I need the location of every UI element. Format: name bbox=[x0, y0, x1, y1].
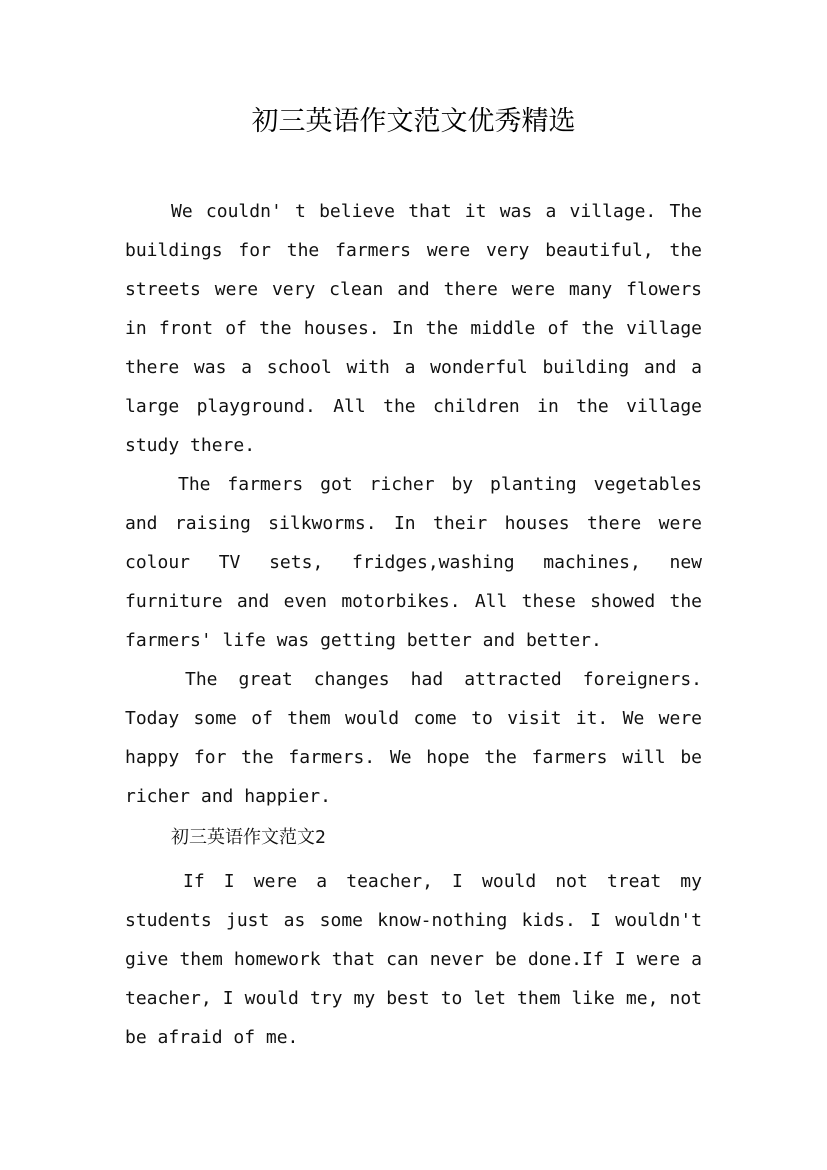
document-title: 初三英语作文范文优秀精选 bbox=[251, 106, 576, 137]
document-body bbox=[125, 192, 702, 1057]
paragraph-farmers: The farmers got richer by planting vegetables and raising silkworms. In their houses there were colour TV sets, fridges,washing machines, new furniture and even motorbikes. All these showed the farmers' life was getting better and better. bbox=[125, 474, 702, 651]
paragraph-changes: The great changes had attracted foreigners. Today some of them would come to visit it. We were happy for the farmers. We hope the farmers will be richer and happier. bbox=[125, 669, 702, 807]
paragraph-village: We couldn' t believe that it was a village. The buildings for the farmers were very beautiful, the streets were very clean and there were many flowers in front of the houses. In the middle of the village there was a school with a wonderful building and a large playground. All the children in the village study there. bbox=[125, 201, 702, 456]
section-subheading: 初三英语作文范文2 bbox=[171, 827, 326, 848]
paragraph-teacher: If I were a teacher, I would not treat my students just as some know-nothing kids. I wouldn't give them homework that can never be done.If I were a teacher, I would try my best to let them like me, not be afraid of me. bbox=[125, 871, 702, 1048]
